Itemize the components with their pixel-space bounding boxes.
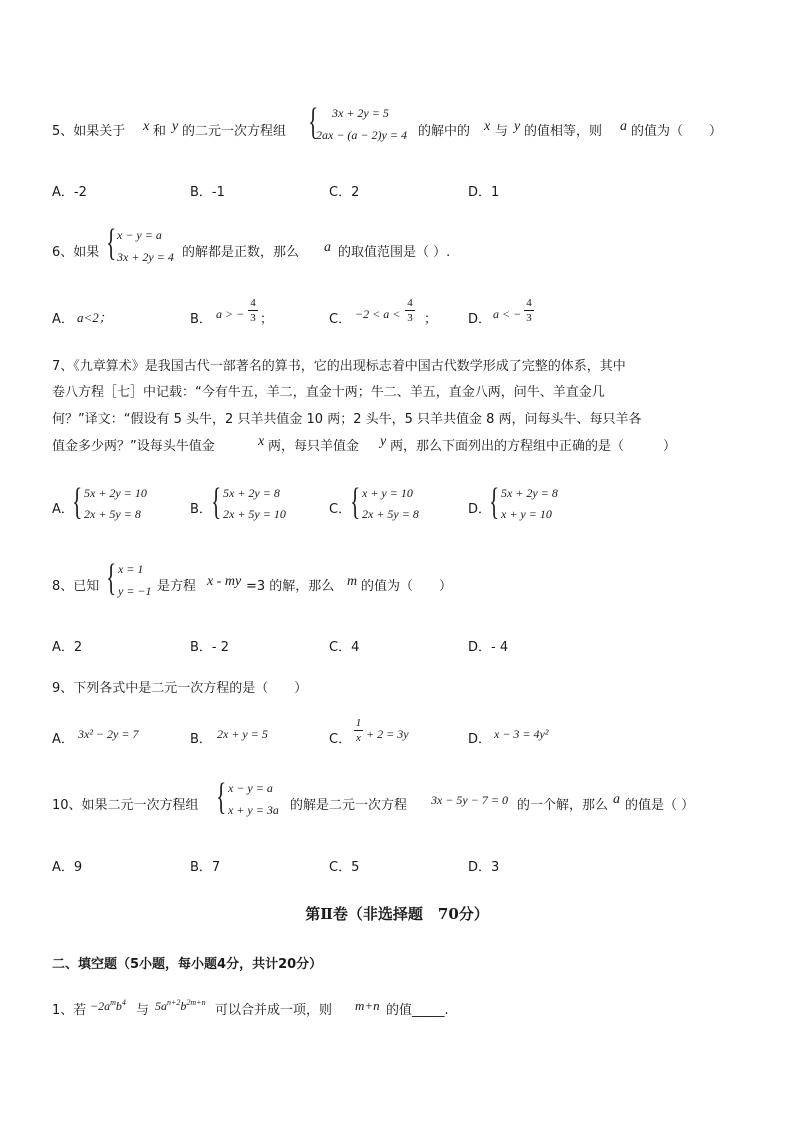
q5-he: 和 — [153, 124, 167, 139]
q10-option-b[interactable]: B．7 — [190, 860, 221, 875]
q5-prefix: 5、如果关于 — [52, 124, 126, 139]
q6-suffix2: 的取值范围是（ ）. — [338, 245, 451, 260]
q7-option-a-eq1: 5x + 2y = 10 — [84, 486, 147, 500]
q10-equation: 3x − 5y − 7 = 0 — [431, 793, 508, 807]
q6-eq1: x − y = a — [117, 228, 162, 242]
q10-suffix1: 的解是二元一次方程 — [290, 798, 408, 813]
fill1-term2: $5a^{n+2}b^{2m+n}$ — [155, 998, 206, 1013]
q7-option-b-eq1: 5x + 2y = 8 — [223, 486, 280, 500]
q9-option-a-label[interactable]: A． — [52, 732, 74, 747]
q6-var-a: a — [324, 240, 331, 255]
q6-option-b-num: 4 — [250, 297, 256, 309]
fill1-m-plus-n: m+n — [355, 998, 380, 1013]
q10-prefix: 10、如果二元一次方程组 — [52, 798, 199, 813]
q8-suffix2: =3 的解，那么 — [246, 579, 335, 594]
q5-after2: 的值相等，则 — [524, 124, 603, 139]
q7-option-d-label[interactable]: D． — [468, 502, 492, 517]
q5-var-y: y — [172, 119, 179, 134]
q5-eq2: 2ax − (a − 2)y = 4 — [316, 128, 407, 142]
q5-var-x2: x — [484, 119, 491, 134]
q9-option-b[interactable]: 2x + y = 5 — [217, 727, 268, 741]
q7-option-c-eq2: 2x + 5y = 8 — [362, 507, 419, 521]
q7-option-d-eq2: x + y = 10 — [501, 507, 552, 521]
q10-option-a[interactable]: A．9 — [52, 860, 83, 875]
q10-suffix3: 的值是（ ） — [625, 798, 695, 813]
q7-line3: 何？”译文：“假设有 5 头牛，2 只羊共值金 10 两；2 头牛，5 只羊共值金 8 两，问每头牛、每只羊各 — [52, 412, 642, 427]
q9-option-c-den: x — [356, 732, 361, 744]
q6-option-c-den: 3 — [407, 312, 413, 324]
q6-option-b[interactable]: a > − — [216, 307, 245, 321]
q10-option-d[interactable]: D．3 — [468, 860, 500, 875]
q10-option-c[interactable]: C．5 — [329, 860, 360, 875]
q8-eq2: y = −1 — [118, 584, 152, 598]
q6-option-d-fraction — [524, 297, 534, 324]
q7-line2: 卷八方程［七］中记载：“今有牛五，羊二，直金十两；牛二、羊五，直金八两，问牛、羊直金几 — [52, 385, 605, 400]
q8-prefix: 8、已知 — [52, 579, 100, 594]
q6-option-b-fraction — [248, 297, 258, 324]
q7-option-c-eq1: x + y = 10 — [362, 486, 413, 500]
q6-option-b-den: 3 — [250, 312, 256, 324]
q7-line4a: 值金多少两？”设每头牛值金 — [52, 439, 215, 454]
q9-option-c-label[interactable]: C． — [329, 732, 352, 747]
q9-option-d[interactable]: x − 3 = 4y² — [494, 727, 549, 741]
q7-line1: 7、《九章算术》是我国古代一部著名的算书，它的出现标志着中国古代数学形成了完整的体系，其中 — [52, 359, 626, 374]
fill1-suffix1: 可以合并成一项，则 — [215, 1003, 333, 1018]
q6-option-b-label[interactable]: B． — [190, 312, 212, 327]
q8-suffix1: 是方程 — [157, 579, 197, 594]
q5-mid: 的二元一次方程组 — [182, 124, 287, 139]
q10-system-brace: { — [216, 776, 227, 818]
q6-option-d[interactable]: a < − — [493, 307, 522, 321]
q7-option-c-brace: { — [350, 481, 361, 523]
q9-text: 9、下列各式中是二元一次方程的是（ ） — [52, 681, 308, 696]
q6-option-d-num: 4 — [526, 297, 532, 309]
q5-option-a[interactable]: A．-2 — [52, 185, 87, 200]
q8-equation: x - my — [207, 574, 242, 589]
fill1-term1: $-2a^mb^4$ — [90, 998, 126, 1013]
q5-yu: 与 — [495, 124, 509, 139]
q8-system-brace: { — [106, 557, 117, 599]
q9-option-c-fraction — [354, 717, 363, 744]
q7-option-d-eq1: 5x + 2y = 8 — [501, 486, 558, 500]
q5-option-c[interactable]: C．2 — [329, 185, 360, 200]
q6-option-d-den: 3 — [526, 312, 532, 324]
q6-system-brace: { — [106, 222, 117, 264]
q6-prefix: 6、如果 — [52, 245, 100, 260]
q6-option-a-label[interactable]: A． — [52, 312, 74, 327]
q5-after1: 的解中的 — [418, 124, 471, 139]
q9-option-a[interactable]: 3x² − 2y = 7 — [78, 727, 139, 741]
q7-line4c: 两，那么下面列出的方程组中正确的是（ ） — [390, 439, 677, 454]
q8-var-m: m — [347, 574, 358, 589]
q6-option-b-end: ； — [260, 312, 274, 327]
q10-eq1: x − y = a — [228, 781, 273, 795]
q5-after3: 的值为（ ） — [631, 124, 723, 139]
q9-option-c-num: 1 — [355, 717, 362, 729]
q5-var-y2: y — [514, 119, 521, 134]
q5-var-x: x — [143, 119, 150, 134]
q10-suffix2: 的一个解，那么 — [517, 798, 609, 813]
q7-option-b-label[interactable]: B． — [190, 502, 212, 517]
q10-eq2: x + y = 3a — [228, 803, 279, 817]
q6-suffix1: 的解都是正数，那么 — [182, 245, 300, 260]
q6-option-c-num: 4 — [407, 297, 413, 309]
q8-eq1: x = 1 — [118, 562, 144, 576]
q7-option-b-eq2: 2x + 5y = 10 — [223, 507, 286, 521]
q5-option-b[interactable]: B．-1 — [190, 185, 225, 200]
q7-var-y: y — [380, 434, 387, 449]
q7-option-a-brace: { — [72, 481, 83, 523]
q9-option-d-label[interactable]: D． — [468, 732, 492, 747]
q8-option-b[interactable]: B．- 2 — [190, 640, 230, 655]
q7-option-a-label[interactable]: A． — [52, 502, 74, 517]
q10-var-a: a — [613, 792, 620, 807]
q9-option-c[interactable]: + 2 = 3y — [366, 727, 409, 741]
q8-option-a[interactable]: A．2 — [52, 640, 83, 655]
q8-option-d[interactable]: D．- 4 — [468, 640, 509, 655]
fill1-prefix: 1、若 — [52, 1003, 87, 1018]
q9-option-b-label[interactable]: B． — [190, 732, 212, 747]
q5-system-brace: { — [308, 101, 319, 143]
q6-eq2: 3x + 2y = 4 — [117, 250, 174, 264]
q7-option-c-label[interactable]: C． — [329, 502, 352, 517]
q6-option-d-label[interactable]: D． — [468, 312, 492, 327]
q7-var-x: x — [258, 434, 265, 449]
q6-option-a[interactable]: a<2； — [77, 310, 112, 325]
q6-option-c-label[interactable]: C． — [329, 312, 352, 327]
q7-line4b: 两，每只羊值金 — [268, 439, 360, 454]
fill1-suffix2: 的值_____. — [386, 1003, 449, 1018]
q7-option-d-brace: { — [489, 481, 500, 523]
q6-option-c-fraction — [405, 297, 415, 324]
q5-var-a: a — [620, 119, 627, 134]
section-title: 第Ⅱ卷（非选择题 70分） — [305, 905, 489, 923]
q7-option-a-eq2: 2x + 5y = 8 — [84, 507, 141, 521]
fill1-yu: 与 — [136, 1003, 150, 1018]
q6-option-c-end: ； — [424, 312, 438, 327]
q5-eq1: 3x + 2y = 5 — [332, 106, 389, 120]
q5-option-d[interactable]: D．1 — [468, 185, 500, 200]
q8-suffix3: 的值为（ ） — [361, 579, 453, 594]
q7-option-b-brace: { — [211, 481, 222, 523]
q8-option-c[interactable]: C．4 — [329, 640, 360, 655]
q6-option-c[interactable]: −2 < a < — [355, 307, 401, 321]
part-two-heading: 二、填空题（5小题，每小题4分，共计20分） — [52, 957, 323, 972]
